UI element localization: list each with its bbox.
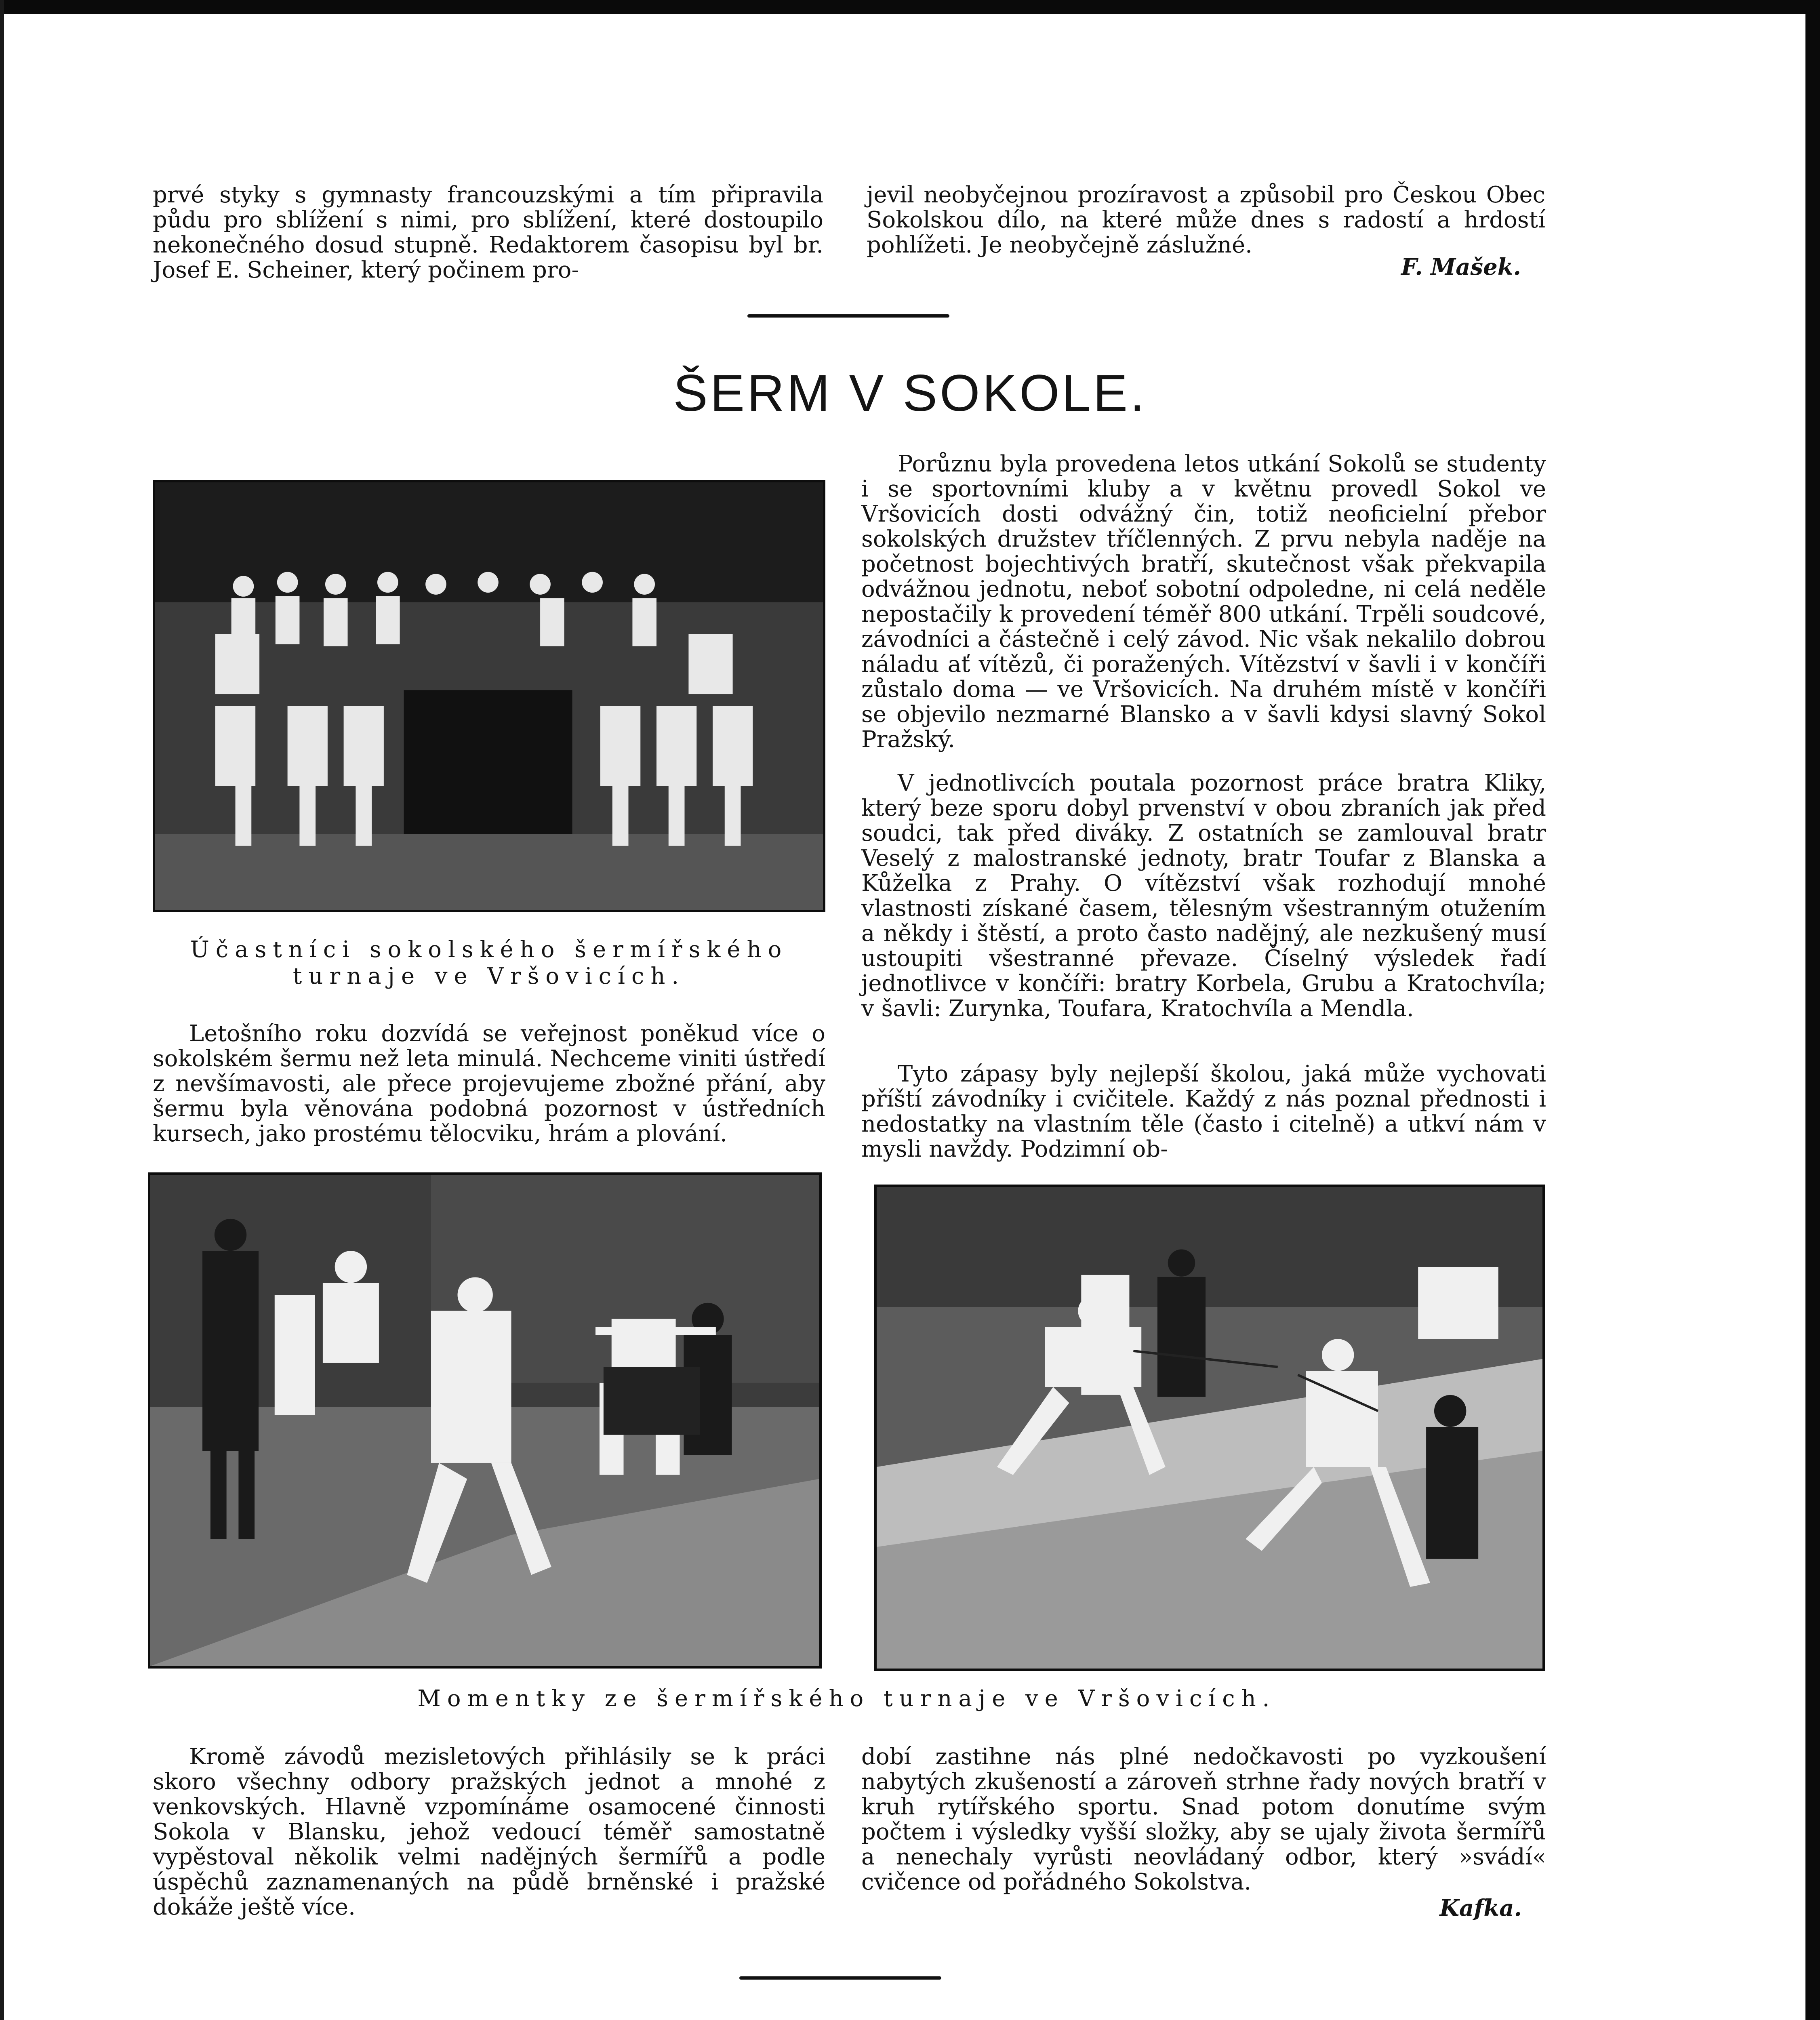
fencing-photos-caption: Momentky ze šermířského turnaje ve Vršovicích. [417, 1685, 1276, 1712]
scan-border-top [0, 0, 1820, 14]
fencing-photo-right-image [877, 1187, 1542, 1669]
scan-border-left [0, 0, 4, 2020]
right-column-paragraph-2: V jednotlivcích poutala pozornost práce bratra Kliky, který beze sporu dobyl prvenství v obou zbraních jak před soudci, tak před diváky. Z ostatních se zamlouval bratr Veselý z malostranské jednoty, bratr Toufar z Blanska a Kůželka z Prahy. O vítězství však rozhodují mnohé vlastnosti získané časem, tělesným všestranným otužením a někdy i štěstí, a proto často nadějný, ale nezkušený musí ustoupiti všestranné převaze. Číselný výsledek řadí jednotlivce v končíři: bratry Korbela, Grubu a Kratochvíla; v šavli: Zurynka, Toufara, Kratochvíla a Mendla. [861, 770, 1546, 1022]
fencing-photo-right [874, 1185, 1545, 1671]
fencing-photo-left-image [150, 1175, 819, 1666]
section-divider [747, 314, 949, 318]
fencing-photo-left [148, 1172, 822, 1669]
group-photo-caption: Účastníci sokolského šermířského turnaje ve Vršovicích. [190, 936, 788, 989]
right-column-paragraph-3: Tyto zápasy byly nejlepší školou, jaká může vychovati příští závodníky i cvičitele. Každý z nás poznal přednosti i nedostatky na vlastním těle (často i citelně) a utkví nám v mysli navždy. Podzimní ob- [861, 1061, 1546, 1162]
intro-signature: F. Mašek. [1401, 254, 1521, 280]
scan-border-right [1805, 0, 1820, 2020]
bottom-right-paragraph: dobí zastihne nás plné nedočkavosti po vyzkoušení nabytých zkušeností a zároveň strhne řady nových bratří v kruh rytířského sportu. Snad potom donutíme svým počtem i výsledky vyšší složky, aby se ujaly života šermířů a nenechaly vyrůsti neovládaný odbor, který »svádí« cvičence od pořádného Sokolstva. [861, 1744, 1546, 1895]
group-photo [153, 480, 825, 912]
intro-left-column: prvé styky s gymnasty francouzskými a tím připravila půdu pro sblížení s nimi, pro sblížení, které dostoupilo nekonečného dosud stupně. Redaktorem časopisu byl br. Josef E. Scheiner, který počinem pro- [153, 182, 823, 283]
intro-right-column: jevil neobyčejnou prozíravost a způsobil pro Českou Obec Sokolskou dílo, na které může dnes s radostí a hrdostí pohlížeti. Je neobyčejně záslužné. [867, 182, 1545, 258]
bottom-left-paragraph: Kromě závodů mezisletových přihlásily se k práci skoro všechny odbory pražských jednot a mnohé z venkovských. Hlavně vzpomínáme osamocené činnosti Sokola v Blansku, jehož vedoucí téměř samostatně vypěstoval několik velmi nadějných šermířů a podle úspěchů zaznamenaných na půdě brněnské i pražské dokáže ještě více. [153, 1744, 825, 1920]
left-column-paragraph: Letošního roku dozvídá se veřejnost poněkud více o sokolském šermu než leta minulá. Nechceme viniti ústředí z nevšímavosti, ale přece projevujeme zbožné přání, aby šermu byla věnována podobná pozornost v ústředních kursech, jako prostému tělocviku, hrám a plování. [153, 1021, 825, 1147]
group-photo-image [155, 482, 823, 910]
end-divider [739, 1976, 941, 1980]
right-column-paragraph-1: Porůznu byla provedena letos utkání Sokolů se studenty i se sportovními kluby a v květnu provedl Sokol ve Vršovicích dosti odvážný čin, totiž neoficielní přebor sokolských družstev tříčlenných. Z prvu nebyla naděje na početnost bojechtivých bratří, skutečnost však překvapila odvážnou jednotu, neboť sobotní odpoledne, ni celá neděle nepostačily k provedení téměř 800 utkání. Trpěli soudcové, závodníci a částečně i celý závod. Nic však nekalilo dobrou náladu ať vítězů, či poražených. Vítězství v šavli i v končíři zůstalo doma — ve Vršovicích. Na druhém místě v končíři se objevilo nezmarné Blansko a v šavli kdysi slavný Sokol Pražský. [861, 451, 1546, 753]
article-signature: Kafka. [1439, 1895, 1522, 1921]
article-title: ŠERM V SOKOLE. [673, 364, 1147, 422]
